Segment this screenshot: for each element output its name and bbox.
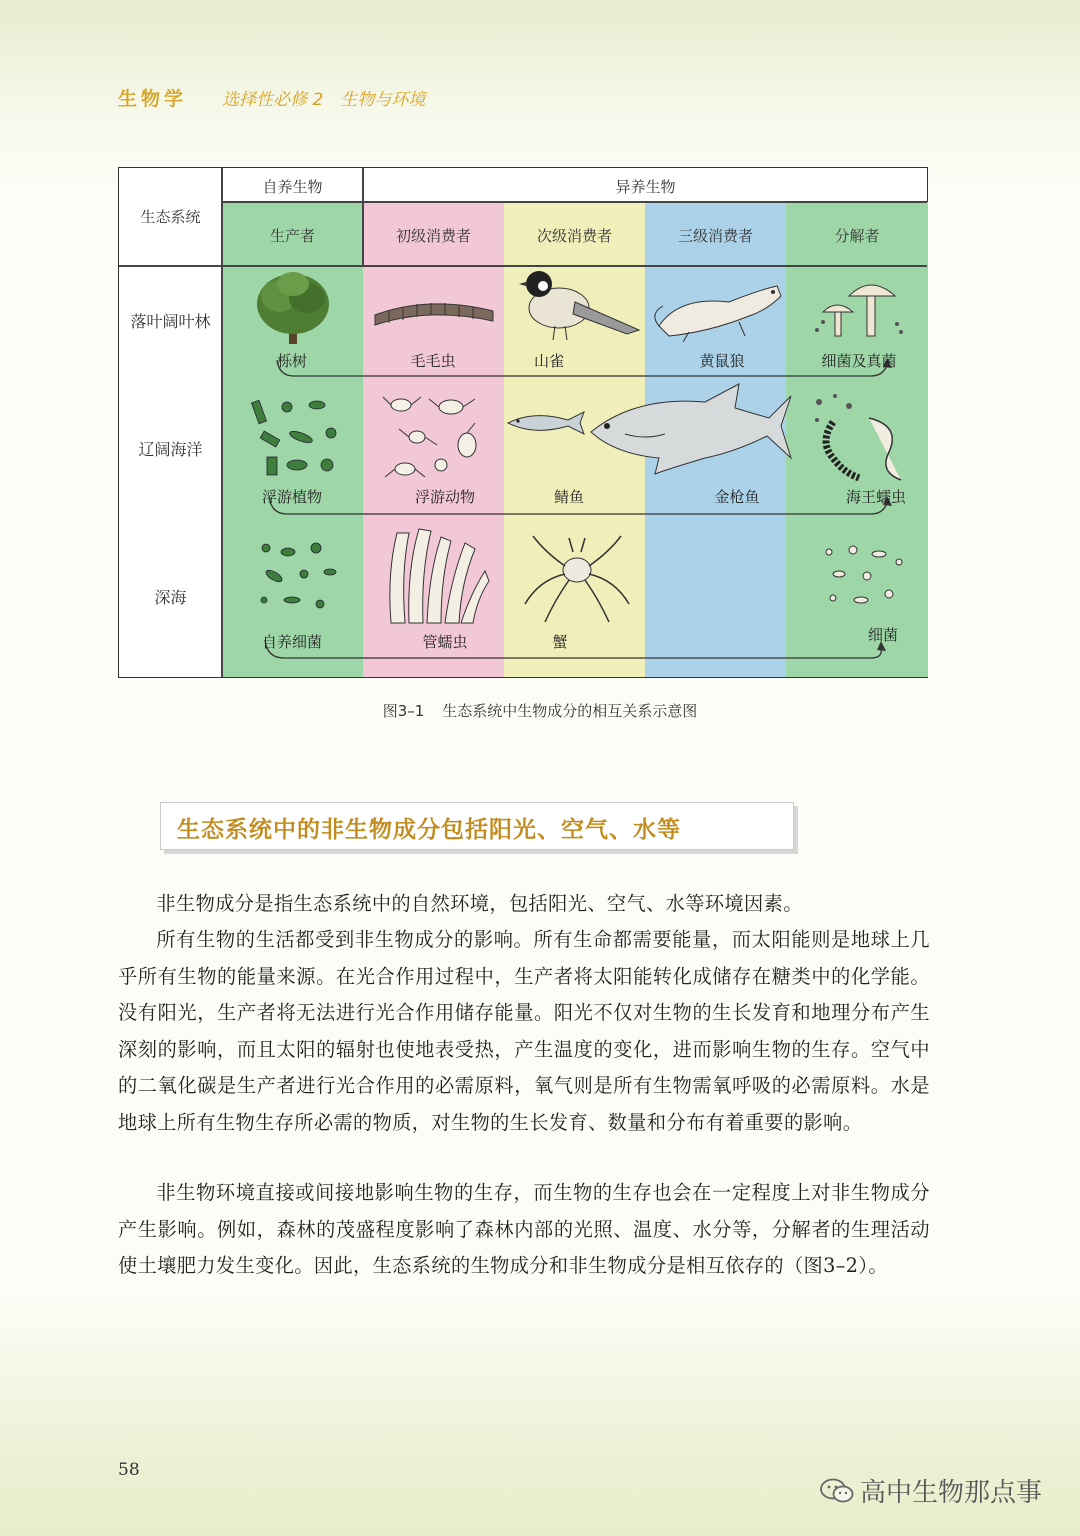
paragraph-2: 所有生物的生活都受到非生物成分的影响。所有生命都需要能量，而太阳能则是地球上几乎所有生物的能量来源。在光合作用过程中，生产者将太阳能转化成储存在糖类中的化学能。没有阳光，生产者将无法进行光合作用储存能量。阳光不仅对生物的生长发育和地理分布产生深刻的影响，而且太阳的辐射也使地表受热，产生温度的变化，进而影响生物的生存。空气中的二氧化碳是生产者进行光合作用的必需原料，氧气则是所有生物需氧呼吸的必需原料。水是地球上所有生物生存所必需的物质，对生物的生长发育、数量和分布有着重要的影响。 — [118, 928, 930, 1134]
heterotroph-label: 异养生物 — [615, 178, 676, 196]
role-producer: 生产者 — [269, 227, 315, 245]
row-label-forest: 落叶阔叶林 — [130, 312, 211, 331]
running-header — [118, 84, 425, 111]
watermark — [820, 1472, 1042, 1509]
autotroph-label: 自养生物 — [262, 178, 323, 196]
section-heading-box — [160, 802, 794, 850]
figure-caption-text: 生态系统中生物成分的相互关系示意图 — [442, 702, 698, 720]
figure-number: 图3–1 — [382, 702, 425, 720]
organism-ragworm: 海王蠕虫 — [845, 488, 906, 506]
zooplankton-icon — [381, 393, 491, 483]
organism-caterpillar: 毛毛虫 — [410, 352, 456, 370]
row-label-deep-sea: 深海 — [154, 588, 187, 607]
caterpillar-icon — [369, 293, 499, 333]
oak-tree-icon — [249, 268, 339, 348]
organism-zooplankton: 浮游动物 — [414, 488, 475, 506]
phytoplankton-icon — [247, 393, 347, 483]
figure-caption — [0, 700, 1080, 721]
wechat-icon — [820, 1478, 854, 1504]
organism-bacteria: 细菌 — [867, 626, 898, 644]
organism-bacteria-fungi: 细菌及真菌 — [821, 352, 897, 370]
corner-label: 生态系统 — [140, 208, 201, 226]
ecosystem-figure — [118, 167, 928, 678]
autotrophic-bacteria-icon — [254, 538, 344, 618]
weasel-icon — [649, 276, 789, 346]
page-number: 58 — [118, 1460, 140, 1480]
tit-bird-icon — [517, 266, 647, 346]
role-decomposer: 分解者 — [834, 227, 880, 245]
ragworm-icon — [809, 392, 919, 482]
header-book: 选择性必修 2 生物与环境 — [222, 90, 426, 110]
role-secondary-consumer: 次级消费者 — [536, 227, 612, 245]
header-subject: 生物学 — [118, 88, 188, 110]
organism-tit: 山雀 — [533, 352, 564, 370]
mackerel-icon — [504, 408, 594, 438]
row-label-ocean: 辽阔海洋 — [138, 440, 203, 459]
bacteria-icon — [819, 542, 909, 612]
crab-icon — [519, 528, 634, 628]
organism-autotrophic-bacteria: 自养细菌 — [261, 633, 322, 651]
role-tertiary-consumer: 三级消费者 — [677, 227, 753, 245]
paragraph-3: 非生物环境直接或间接地影响生物的生存，而生物的生存也会在一定程度上对非生物成分产生影响。例如，森林的茂盛程度影响了森林内部的光照、温度、水分等，分解者的生理活动使土壤肥力发生变化。因此，生态系统的生物成分和非生物成分是相互依存的（图3–2）。 — [118, 1181, 930, 1278]
tube-worm-icon — [381, 523, 491, 633]
organism-tuna: 金枪鱼 — [714, 488, 760, 506]
organism-phytoplankton: 浮游植物 — [261, 488, 322, 506]
mushroom-icon — [809, 272, 909, 342]
tuna-icon — [585, 378, 795, 478]
organism-crab: 蟹 — [552, 633, 568, 651]
organism-weasel: 黄鼠狼 — [699, 352, 745, 370]
watermark-text: 高中生物那点事 — [860, 1478, 1043, 1508]
section-title: 生态系统中的非生物成分包括阳光、空气、水等 — [177, 817, 681, 843]
organism-mackerel: 鲭鱼 — [553, 488, 584, 506]
organism-oak: 栎树 — [276, 352, 307, 370]
paragraph-1: 非生物成分是指生态系统中的自然环境，包括阳光、空气、水等环境因素。 — [156, 892, 803, 915]
role-primary-consumer: 初级消费者 — [395, 227, 471, 245]
organism-tube-worm: 管蠕虫 — [422, 633, 468, 651]
